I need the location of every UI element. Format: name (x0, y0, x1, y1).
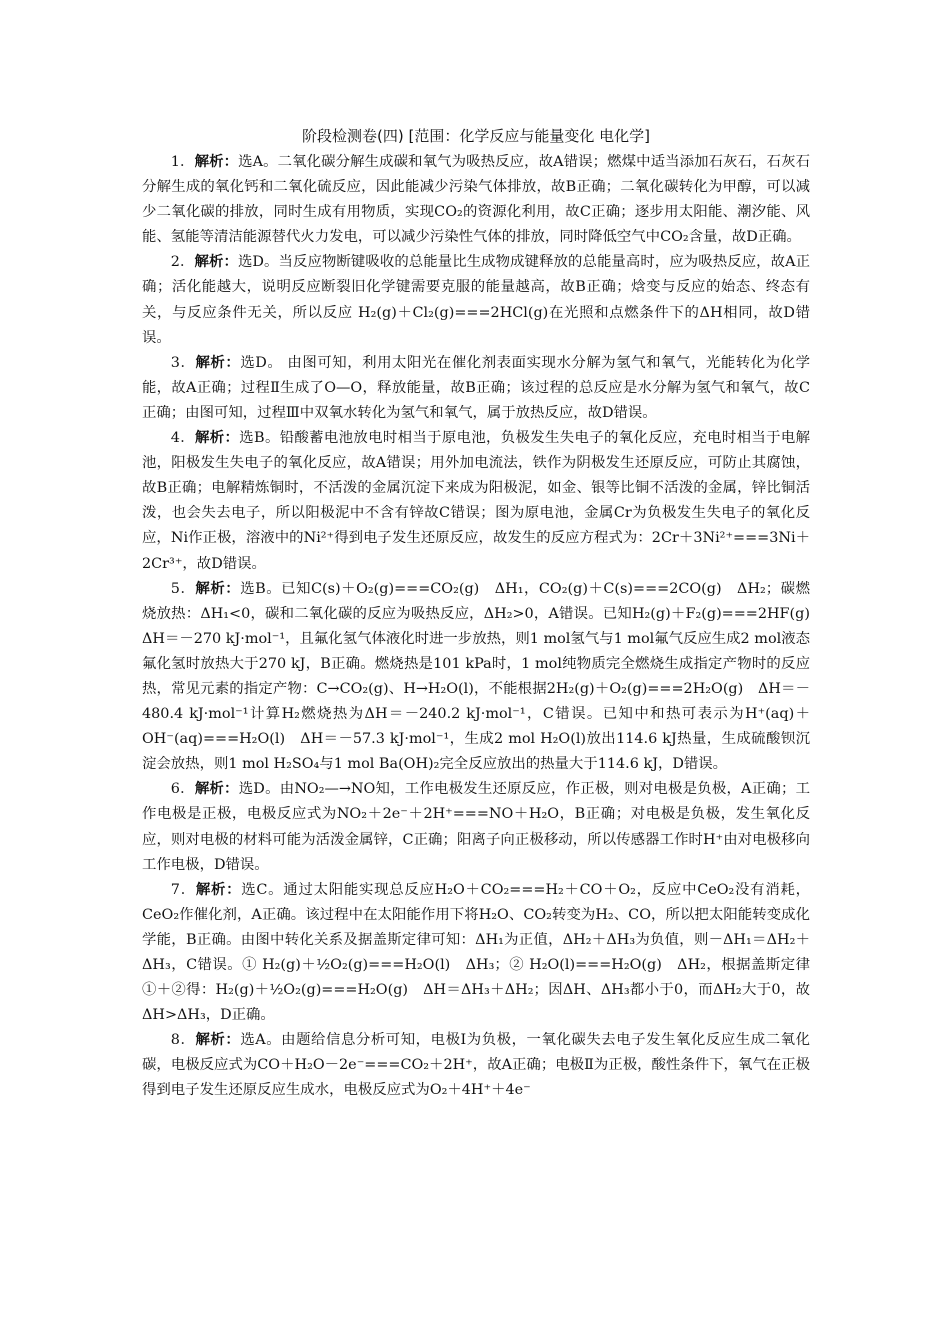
item-text: 选A。二氧化碳分解生成碳和氧气为吸热反应，故A错误；燃煤中适当添加石灰石，石灰石分解生成的氧化钙和二氧化硫反应，因此能减少污染气体排放，故B正确；二氧化碳转化为甲醇，可以减少二氧化碳的排放，同时生成有用物质，实现CO₂的资源化利用，故C正确；逐步用太阳能、潮汐能、风能、氢能等清洁能源替代火力发电，可以减少污染性气体的排放，同时降低空气中CO₂含量，故D正确。 (142, 154, 811, 246)
item-text: 选D。当反应物断键吸收的总能量比生成物成键释放的总能量高时，应为吸热反应，故A正确；活化能越大，说明反应断裂旧化学键需要克服的能量越高，故B正确；焓变与反应的始态、终态有关，与反应条件无关，所以反应 H₂(g)＋Cl₂(g)===2HCl(g)在光照和点燃条件下的ΔH相同，故D错误。 (142, 254, 810, 346)
item-label: 解析： (195, 354, 241, 371)
item-text: 选D。 由图可知，利用太阳光在催化剂表面实现水分解为氢气和氧气，光能转化为化学能，故A正确；过程Ⅱ生成了O—O，释放能量，故B正确；该过程的总反应是水分解为氢气和氧气，故C正确；由图可知，过程Ⅲ中双氧水转化为氢气和氧气，属于放热反应，故D错误。 (142, 354, 810, 421)
item-number: 8． (170, 1032, 196, 1049)
item-label: 解析： (195, 881, 242, 898)
item-number: 4． (170, 430, 196, 447)
answer-item-7 (142, 878, 810, 1029)
item-label: 解析： (195, 1032, 241, 1049)
item-text: 选B。已知C(s)＋O₂(g)===CO₂(g) ΔH₁，CO₂(g)＋C(s)===2CO(g) ΔH₂；碳燃烧放热：ΔH₁<0，碳和二氧化碳的反应为吸热反应，ΔH₂>0，A错误。已知H₂(g)＋F₂(g)===2HF(g) ΔH＝－270 kJ·mol⁻¹，且氟化氢气体液化时进一步放热，则1 mol氢气与1 mol氟气反应生成2 mol液态氟化氢时放热大于270 kJ，B正确。燃烧热是101 kPa时，1 mol纯物质完全燃烧生成指定产物时的反应热，常见元素的指定产物：C→CO₂(g)、H→H₂O(l)，不能根据2H₂(g)＋O₂(g)===2H₂O(g) ΔH＝－480.4 kJ·mol⁻¹计算H₂燃烧热为ΔH＝－240.2 kJ·mol⁻¹，C错误。已知中和热可表示为H⁺(aq)＋OH⁻(aq)===H₂O(l) ΔH＝－57.3 kJ·mol⁻¹，生成2 mol H₂O(l)放出114.6 kJ热量，生成硫酸钡沉淀会放热，则1 mol H₂SO₄与1 mol Ba(OH)₂完全反应放出的热量大于114.6 kJ，D错误。 (142, 580, 825, 773)
item-label: 解析： (195, 430, 240, 447)
item-text: 选D。由NO₂—→NO知，工作电极发生还原反应，作正极，则对电极是负极，A正确；工作电极是正极，电极反应式为NO₂＋2e⁻＋2H⁺===NO＋H₂O，B正确；对电极是负极，发生氧化反应，则对电极的材料可能为活泼金属锌，C正确；阳离子向正极移动，所以传感器工作时H⁺由对电极移向工作电极，D错误。 (142, 781, 810, 873)
answer-item-1 (142, 150, 810, 250)
item-number: 7． (170, 881, 196, 898)
answer-item-2 (142, 250, 810, 350)
answer-item-4 (142, 426, 810, 577)
answer-item-6 (142, 777, 810, 877)
item-text: 选A。由题给信息分析可知，电极Ⅰ为负极，一氧化碳失去电子发生氧化反应生成二氧化碳，电极反应式为CO＋H₂O－2e⁻===CO₂＋2H⁺，故A正确；电极Ⅱ为正极，酸性条件下，氧气在正极得到电子发生还原反应生成水，电极反应式为O₂＋4H⁺＋4e⁻ (142, 1032, 810, 1099)
item-number: 5． (170, 580, 196, 597)
answer-item-8 (142, 1028, 810, 1103)
item-label: 解析： (194, 781, 239, 798)
item-label: 解析： (194, 254, 238, 271)
answer-item-3 (142, 351, 810, 426)
answer-item-5 (142, 577, 825, 778)
item-text: 选C。通过太阳能实现总反应H₂O＋CO₂===H₂＋CO＋O₂，反应中CeO₂没有消耗，CeO₂作催化剂，A正确。该过程中在太阳能作用下将H₂O、CO₂转变为H₂、CO，所以把太阳能转变成化学能，B正确。由图中转化关系及据盖斯定律可知：ΔH₁为正值，ΔH₂＋ΔH₃为负值，则－ΔH₁＝ΔH₂＋ΔH₃，C错误。① H₂(g)＋½O₂(g)===H₂O(l) ΔH₃；② H₂O(l)===H₂O(g) ΔH₂，根据盖斯定律①＋②得：H₂(g)＋½O₂(g)===H₂O(g) ΔH＝ΔH₃＋ΔH₂；因ΔH、ΔH₃都小于0，而ΔH₂大于0，故ΔH>ΔH₃，D正确。 (142, 881, 810, 1024)
item-label: 解析： (194, 154, 239, 170)
item-number: 6． (170, 781, 195, 798)
item-label: 解析： (195, 580, 241, 597)
item-number: 3． (170, 354, 196, 371)
item-number: 1． (170, 154, 195, 170)
item-text: 选B。铅酸蓄电池放电时相当于原电池，负极发生失电子的氧化反应，充电时相当于电解池，阳极发生失电子的氧化反应，故A错误；用外加电流法，铁作为阴极发生还原反应，可防止其腐蚀，故B正确；电解精炼铜时，不活泼的金属沉淀下来成为阳极泥，如金、银等比铜不活泼的金属，锌比铜活泼，也会失去电子，所以阳极泥中不含有锌故C错误；图为原电池，金属Cr为负极发生失电子的氧化反应，Ni作正极，溶液中的Ni²⁺得到电子发生还原反应，故发生的反应方程式为：2Cr＋3Ni²⁺===3Ni＋2Cr³⁺，故D错误。 (142, 430, 811, 572)
page-title: 阶段检测卷(四) [范围：化学反应与能量变化 电化学] (302, 127, 650, 145)
document-page (142, 122, 825, 1104)
item-number: 2． (170, 254, 195, 271)
